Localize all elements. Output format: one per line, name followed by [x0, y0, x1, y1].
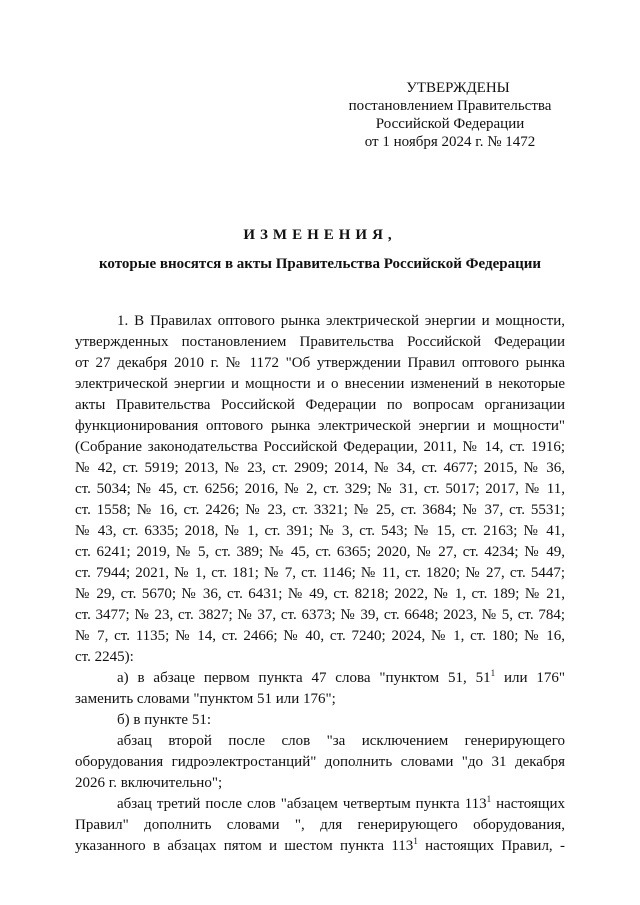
paragraph-line [75, 836, 565, 857]
body-line: ст. 1558; № 16, ст. 2426; № 23, ст. 3321; № 25, ст. 3684; № 37, ст. 5531; [75, 502, 565, 518]
body-line: ст. 2245): [75, 649, 134, 665]
body-line: № 7, ст. 1135; № 14, ст. 2466; № 40, ст. 7240; 2024, № 1, ст. 180; № 16, [75, 628, 565, 644]
body-line: функционирования оптового рынка электрической энергии и мощности" [75, 418, 565, 434]
body-line: ст. 6241; 2019, № 5, ст. 389; № 45, ст. 6365; 2020, № 27, ст. 4234; № 49, [75, 544, 565, 560]
body-line: от 27 декабря 2010 г. № 1172 "Об утверждении Правил оптового рынка [75, 355, 565, 371]
paragraph-line: абзац второй после слов "за исключением генерирующего [117, 733, 565, 749]
body-line: (Собрание законодательства Российской Федерации, 2011, № 14, ст. 1916; [75, 439, 565, 455]
paragraph-line [75, 794, 565, 815]
body-line: ст. 3477; № 23, ст. 3827; № 37, ст. 6373; № 39, ст. 6648; 2023, № 5, ст. 784; [75, 607, 565, 623]
paragraph-line: оборудования гидроэлектростанций" дополнить словами "до 31 декабря [75, 754, 565, 770]
superscript: 1 [413, 836, 418, 846]
item-a-line: заменить словами "пунктом 51 или 176"; [75, 691, 336, 707]
approval-line: Российской Федерации [375, 116, 525, 132]
body-line: ст. 5034; № 45, ст. 6256; 2016, № 2, ст. 329; № 31, ст. 5017; 2017, № 11, [75, 481, 565, 497]
approval-heading: УТВЕРЖДЕНЫ [406, 80, 510, 96]
body-line: акты Правительства Российской Федерации по вопросам организации [75, 397, 565, 413]
approval-line: постановлением Правительства [348, 98, 552, 114]
superscript: 1 [486, 794, 492, 804]
body-line: утвержденных постановлением Правительства Российской Федерации [75, 334, 565, 350]
item-a-line [75, 668, 565, 689]
paragraph-text: указанного в абзацах пятом и шестом пункта 113 [75, 838, 414, 854]
document-subtitle: которые вносятся в акты Правительства Российской Федерации [98, 256, 542, 272]
paragraph-text: настоящих Правил, - [417, 838, 565, 854]
document-body [75, 311, 565, 857]
approval-block [330, 79, 570, 151]
body-line: № 29, ст. 5670; № 36, ст. 6431; № 49, ст. 8218; 2022, № 1, ст. 189; № 21, [75, 586, 565, 602]
body-line: электрической энергии и мощности и о внесении изменений в некоторые [75, 376, 565, 392]
paragraph-line: 2026 г. включительно"; [75, 775, 223, 791]
superscript: 1 [490, 668, 496, 678]
paragraph-line: Правил" дополнить словами ", для генерирующего оборудования, [75, 817, 565, 833]
item-a-text: а) в абзаце первом пункта 47 слова "пунктом 51, 51 [117, 670, 491, 686]
paragraph-text: абзац третий после слов "абзацем четвертым пункта 113 [117, 796, 487, 812]
body-line: № 42, ст. 5919; 2013, № 23, ст. 2909; 2014, № 34, ст. 4677; 2015, № 36, [75, 460, 565, 476]
approval-date-line: от 1 ноября 2024 г. № 1472 [364, 134, 536, 150]
item-a-text: или 176" [495, 670, 565, 686]
body-line: 1. В Правилах оптового рынка электрической энергии и мощности, [117, 313, 565, 329]
document-title: ИЗМЕНЕНИЯ, [243, 227, 397, 243]
body-line: № 43, ст. 6335; 2018, № 1, ст. 391; № 3, ст. 543; № 15, ст. 2163; № 41, [75, 523, 565, 539]
item-b-line: б) в пункте 51: [117, 712, 211, 728]
paragraph-text: настоящих [491, 796, 565, 812]
body-line: ст. 7944; 2021, № 1, ст. 181; № 7, ст. 1146; № 11, ст. 1820; № 27, ст. 5447; [75, 565, 565, 581]
